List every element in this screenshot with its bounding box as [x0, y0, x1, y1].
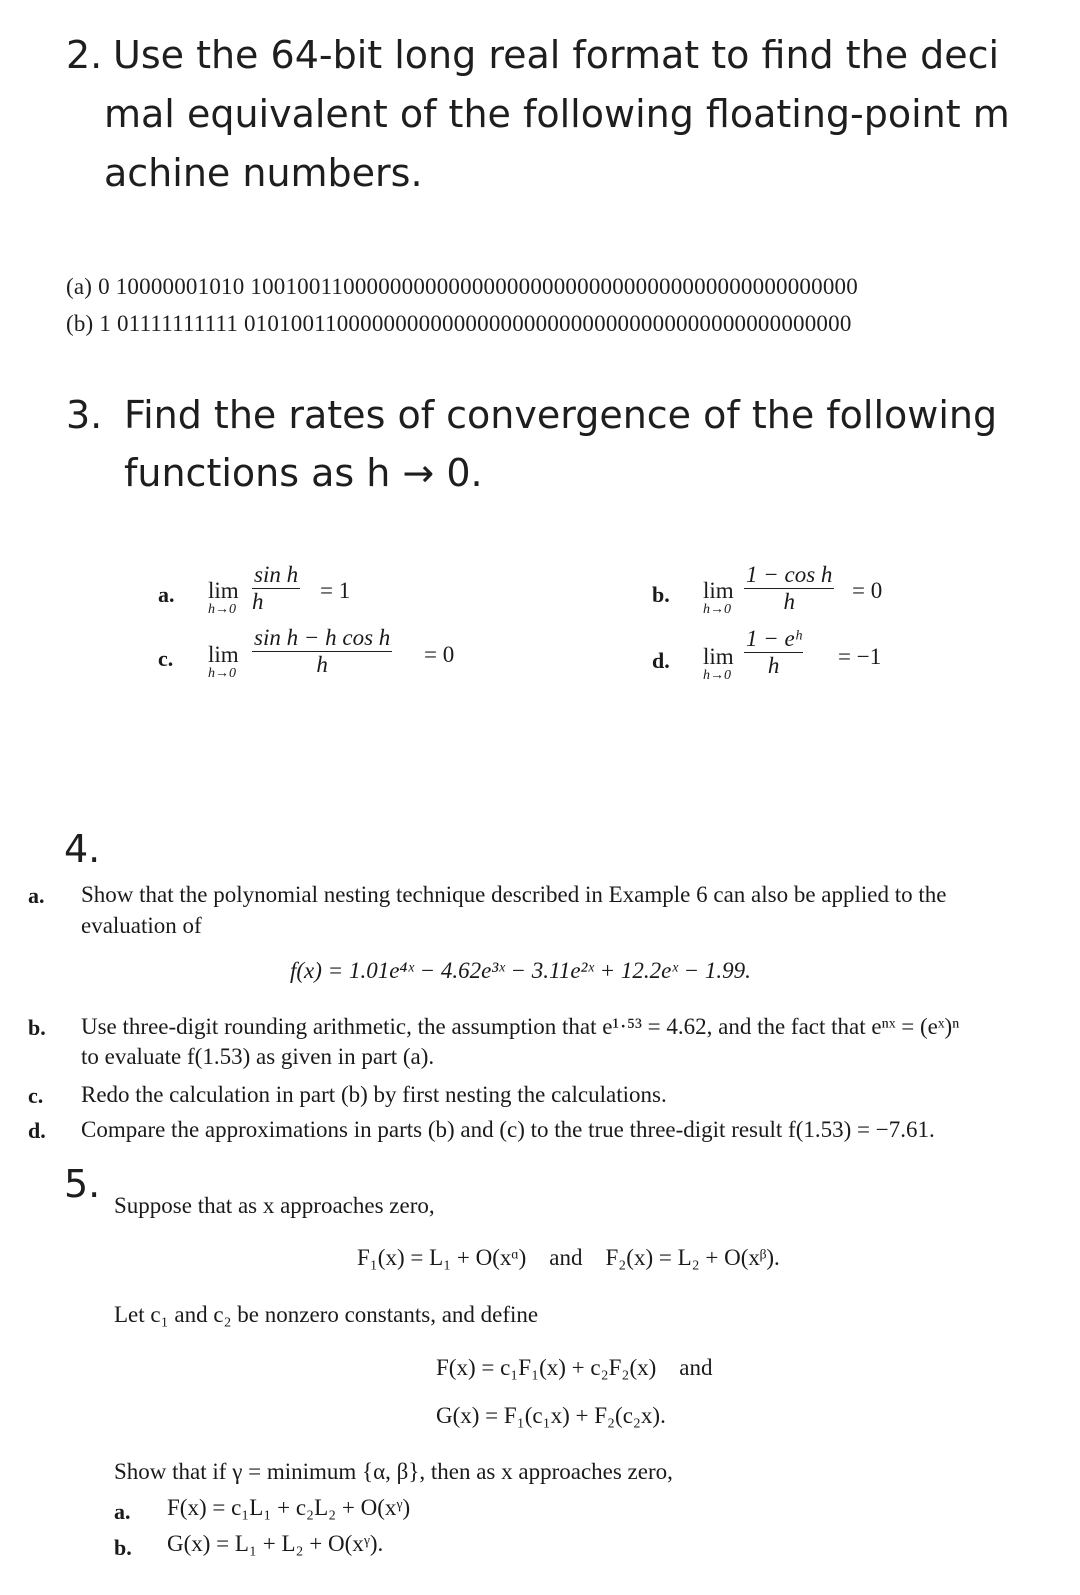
q4-b-text-1: Use three-digit rounding arithmetic, the assumption that e¹·⁵³ = 4.62, and the fact that eⁿˣ = (eˣ)ⁿ: [81, 1014, 960, 1039]
q2-part-a: (a) 0 10000001010 1001001100000000000000000000000000000000000000000000: [66, 274, 858, 299]
q3-item-d-fraction: [744, 626, 803, 679]
q3-item-d-rhs: = −1: [838, 644, 882, 669]
q2-line-2: mal equivalent of the following floating-point m: [104, 92, 1010, 136]
q4-d-text: Compare the approximations in parts (b) and (c) to the true three-digit result f(1.53) = −7.61.: [81, 1117, 935, 1142]
q5-number: 5.: [64, 1162, 101, 1206]
q3-item-a-fraction: [252, 562, 300, 615]
q3-item-b-lim: lim: [703, 578, 734, 603]
q3-item-a-label: a.: [158, 582, 175, 607]
q3-item-a-sub: h→0: [208, 602, 236, 617]
q4-a-label: a.: [28, 883, 45, 908]
q3-item-b-fraction: [744, 562, 834, 615]
q5-b-label: b.: [114, 1535, 132, 1560]
q3-item-b-label: b.: [652, 582, 670, 607]
q5-intro: Suppose that as x approaches zero,: [114, 1193, 435, 1218]
q4-d-label: d.: [28, 1118, 46, 1143]
q3-item-b-sub: h→0: [703, 602, 731, 617]
q3-item-a-numerator: sin h: [254, 562, 299, 587]
q5-equation-1: F₁(x) = L₁ + O(xᵅ) and F₂(x) = L₂ + O(xᵝ).: [357, 1245, 780, 1270]
q3-item-d-numerator: 1 − eʰ: [746, 626, 802, 651]
q3-item-d-denominator: h: [767, 653, 780, 678]
q3-item-d-lim: lim: [703, 644, 734, 669]
q5-a-text: F(x) = c₁L₁ + c₂L₂ + O(xᵞ): [167, 1495, 411, 1520]
q4-a-text-2: evaluation of: [81, 913, 202, 938]
q3-item-a-denominator: h: [252, 589, 264, 614]
q3-item-c-lim: lim: [208, 642, 239, 667]
q3-item-c-fraction: [252, 625, 392, 678]
q4-a-text-1: Show that the polynomial nesting technique described in Example 6 can also be applied to the: [81, 882, 947, 907]
q3-item-c-denominator: h: [316, 652, 328, 677]
q5-b-text: G(x) = L₁ + L₂ + O(xᵞ).: [167, 1531, 384, 1556]
q5-show: Show that if γ = minimum {α, β}, then as x approaches zero,: [114, 1459, 673, 1484]
q5-let: Let c₁ and c₂ be nonzero constants, and define: [114, 1302, 539, 1327]
q2-line-3: achine numbers.: [104, 151, 423, 195]
q5-definition-1: F(x) = c₁F₁(x) + c₂F₂(x) and: [436, 1355, 713, 1380]
q4-c-text: Redo the calculation in part (b) by first nesting the calculations.: [81, 1082, 667, 1107]
q3-item-c-label: c.: [158, 646, 174, 671]
q3-item-d-sub: h→0: [703, 668, 731, 683]
q3-line-2: functions as h → 0.: [124, 451, 483, 495]
q3-line-1: Find the rates of convergence of the following: [124, 393, 998, 437]
q3-item-c-sub: h→0: [208, 666, 236, 681]
q4-c-label: c.: [28, 1083, 44, 1108]
q3-item-b-rhs: = 0: [852, 578, 883, 603]
q4-b-label: b.: [28, 1015, 46, 1040]
q5-a-label: a.: [114, 1499, 131, 1524]
q4-formula: f(x) = 1.01e⁴ˣ − 4.62e³ˣ − 3.11e²ˣ + 12.2eˣ − 1.99.: [290, 958, 751, 983]
q2-part-b: (b) 1 01111111111 0101001100000000000000000000000000000000000000000000: [66, 311, 852, 336]
q5-definition-2: G(x) = F₁(c₁x) + F₂(c₂x).: [436, 1403, 666, 1428]
q3-item-c-rhs: = 0: [424, 642, 455, 667]
q2-line-1: Use the 64-bit long real format to find the deci: [113, 33, 1000, 77]
q3-item-a-lim: lim: [208, 578, 239, 603]
q3-item-a-rhs: = 1: [320, 578, 351, 603]
q2-number: 2.: [66, 33, 103, 77]
q3-number: 3.: [66, 393, 103, 437]
q4-number: 4.: [64, 827, 101, 871]
q4-b-text-2: to evaluate f(1.53) as given in part (a).: [81, 1044, 435, 1069]
q3-item-b-denominator: h: [783, 589, 795, 614]
q3-item-c-numerator: sin h − h cos h: [254, 625, 391, 650]
q3-item-d-label: d.: [652, 648, 670, 673]
q3-item-b-numerator: 1 − cos h: [746, 562, 833, 587]
